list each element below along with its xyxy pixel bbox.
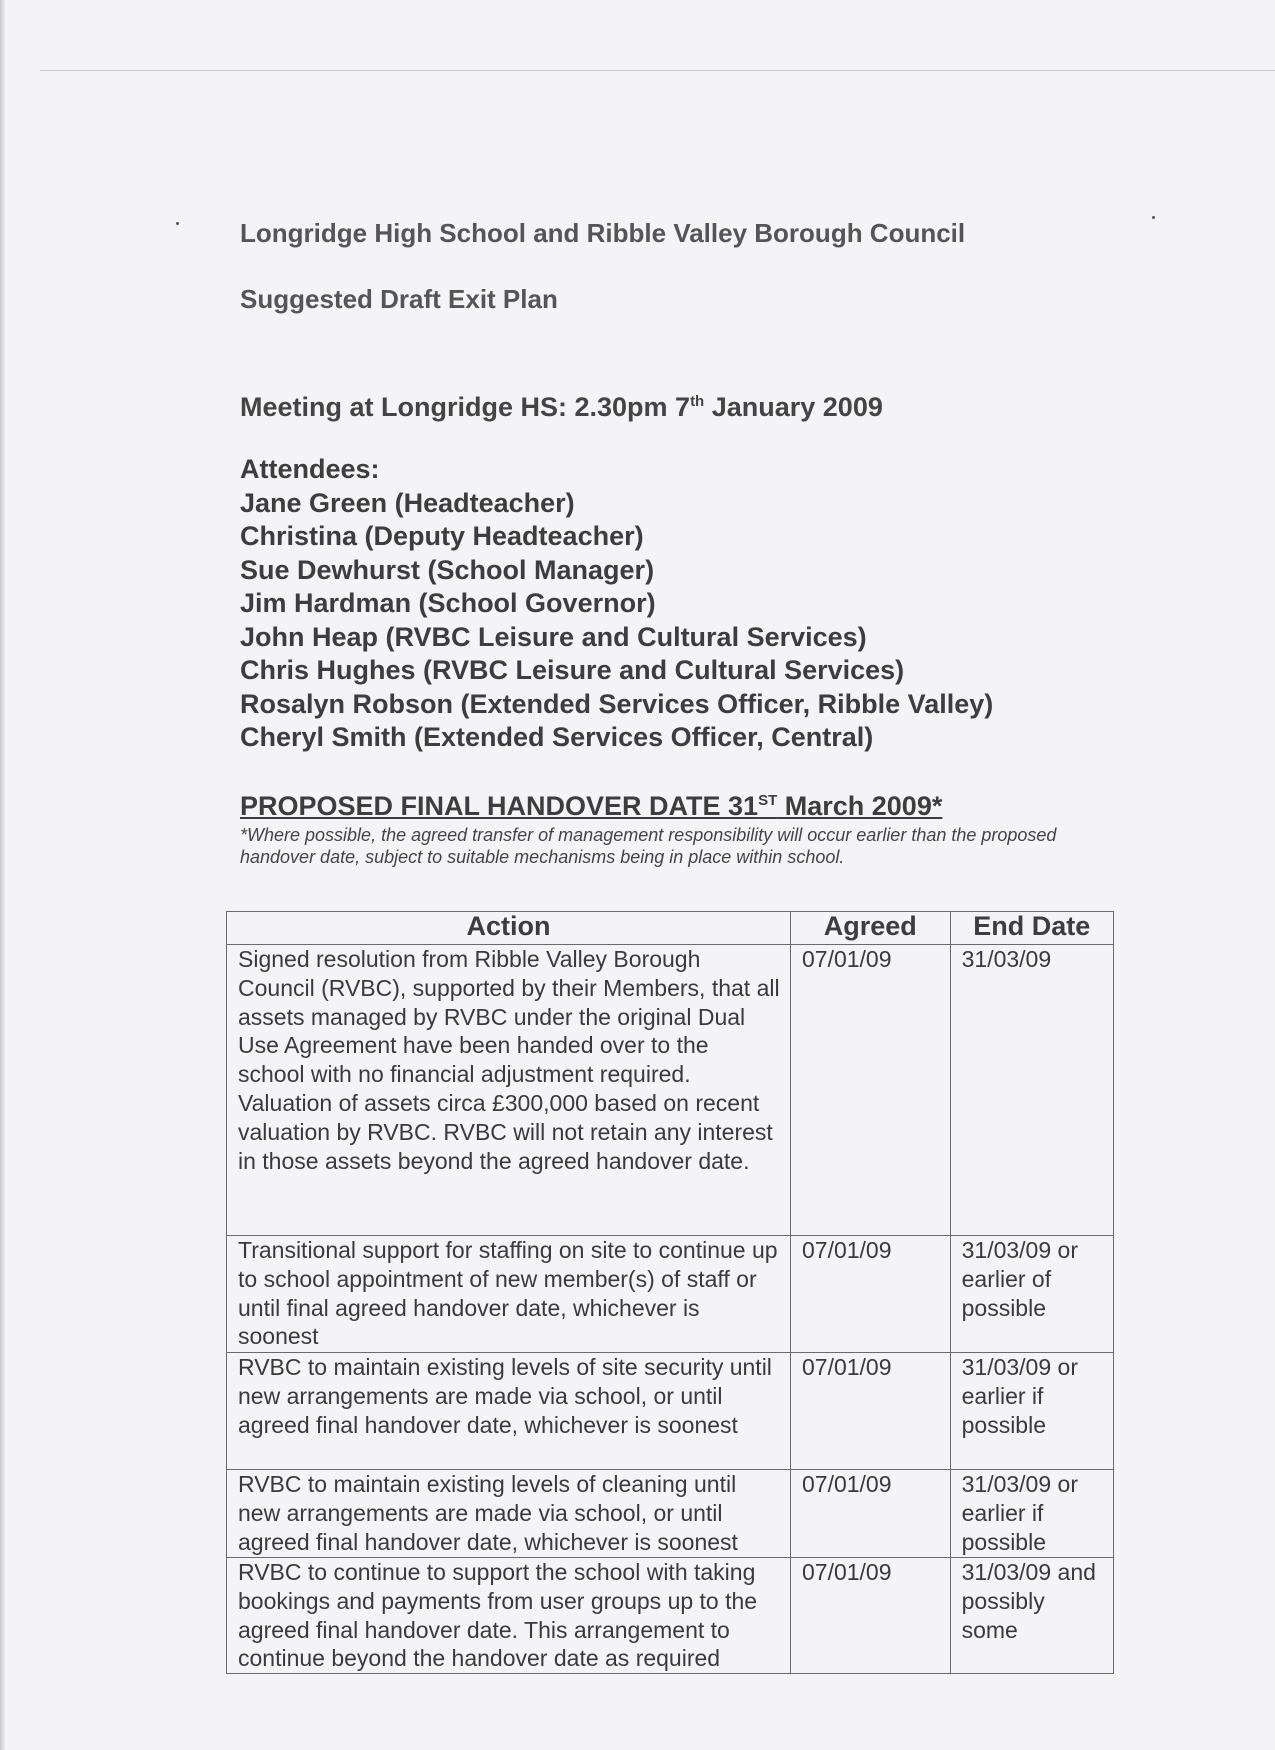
table-row <box>227 945 1114 1236</box>
meeting-ordinal: th <box>690 393 705 410</box>
handover-heading <box>240 785 1120 822</box>
attendee: Jane Green (Headteacher) <box>240 487 575 518</box>
scan-speck <box>1152 216 1155 219</box>
agreed-cell: 07/01/09 <box>790 1236 950 1353</box>
attendees-label: Attendees: <box>240 454 380 484</box>
exit-plan-table <box>226 911 1114 1674</box>
handover-ordinal: ST <box>758 791 778 809</box>
end-date-cell: 31/03/09 or earlier if possible <box>950 1470 1113 1558</box>
attendee: Chris Hughes (RVBC Leisure and Cultural Services) <box>240 655 905 685</box>
document-title: Longridge High School and Ribble Valley Borough Council <box>240 218 966 248</box>
meeting-prefix: Meeting at Longridge HS: 2.30pm 7 <box>240 392 691 422</box>
handover-suffix: March 2009* <box>777 790 943 821</box>
agreed-cell: 07/01/09 <box>790 1353 950 1470</box>
table-row <box>227 1558 1114 1674</box>
table-row <box>227 1236 1114 1353</box>
header-agreed: Agreed <box>790 912 950 945</box>
handover-note: *Where possible, the agreed transfer of management responsibility will occur earlier than the proposed handover date, subject to suitable mechanisms being in place within school. <box>240 824 1057 867</box>
attendee: Jim Hardman (School Governor) <box>240 588 656 618</box>
action-cell: Transitional support for staffing on site to continue up to school appointment of new member(s) of staff or until final agreed handover date, whichever is soonest <box>227 1236 791 1353</box>
document-subtitle: Suggested Draft Exit Plan <box>240 284 558 314</box>
action-cell: RVBC to maintain existing levels of cleaning until new arrangements are made via school, or until agreed final handover date, whichever is soonest <box>227 1470 791 1558</box>
handover-prefix: PROPOSED FINAL HANDOVER DATE 31 <box>240 790 759 821</box>
action-cell: RVBC to continue to support the school with taking bookings and payments from user groups up to the agreed final handover date. This arrangement to continue beyond the handover date as required <box>227 1558 791 1674</box>
attendee: Sue Dewhurst (School Manager) <box>240 554 655 585</box>
action-cell: Signed resolution from Ribble Valley Borough Council (RVBC), supported by their Members, that all assets managed by RVBC under the original Dual Use Agreement have been handed over to the school with no financial adjustment required. Valuation of assets circa £300,000 based on recent valuation by RVBC. RVBC will not retain any interest in those assets beyond the agreed handover date. <box>227 945 791 1236</box>
attendees-list <box>240 453 1120 755</box>
action-cell: RVBC to maintain existing levels of site security until new arrangements are made via school, or until agreed final handover date, whichever is soonest <box>227 1353 791 1470</box>
scan-left-edge <box>0 0 6 1750</box>
attendee: Christina (Deputy Headteacher) <box>240 521 644 551</box>
document-body <box>240 218 1120 868</box>
meeting-suffix: January 2009 <box>704 392 883 422</box>
agreed-cell: 07/01/09 <box>790 1470 950 1558</box>
end-date-cell: 31/03/09 or earlier of possible <box>950 1236 1113 1353</box>
page-top-rule <box>40 70 1275 71</box>
header-action: Action <box>227 912 791 945</box>
header-end-date: End Date <box>950 912 1113 945</box>
agreed-cell: 07/01/09 <box>790 1558 950 1674</box>
end-date-cell: 31/03/09 <box>950 945 1113 1236</box>
table-row <box>227 1353 1114 1470</box>
agreed-cell: 07/01/09 <box>790 945 950 1236</box>
scan-speck <box>176 222 179 225</box>
table-header-row <box>227 912 1114 945</box>
meeting-line <box>240 386 1120 423</box>
attendee: Cheryl Smith (Extended Services Officer, Central) <box>240 722 874 752</box>
attendee: John Heap (RVBC Leisure and Cultural Services) <box>240 621 867 652</box>
table-row <box>227 1470 1114 1558</box>
end-date-cell: 31/03/09 or earlier if possible <box>950 1353 1113 1470</box>
end-date-cell: 31/03/09 and possibly some <box>950 1558 1113 1674</box>
attendee: Rosalyn Robson (Extended Services Officer, Ribble Valley) <box>240 688 994 719</box>
